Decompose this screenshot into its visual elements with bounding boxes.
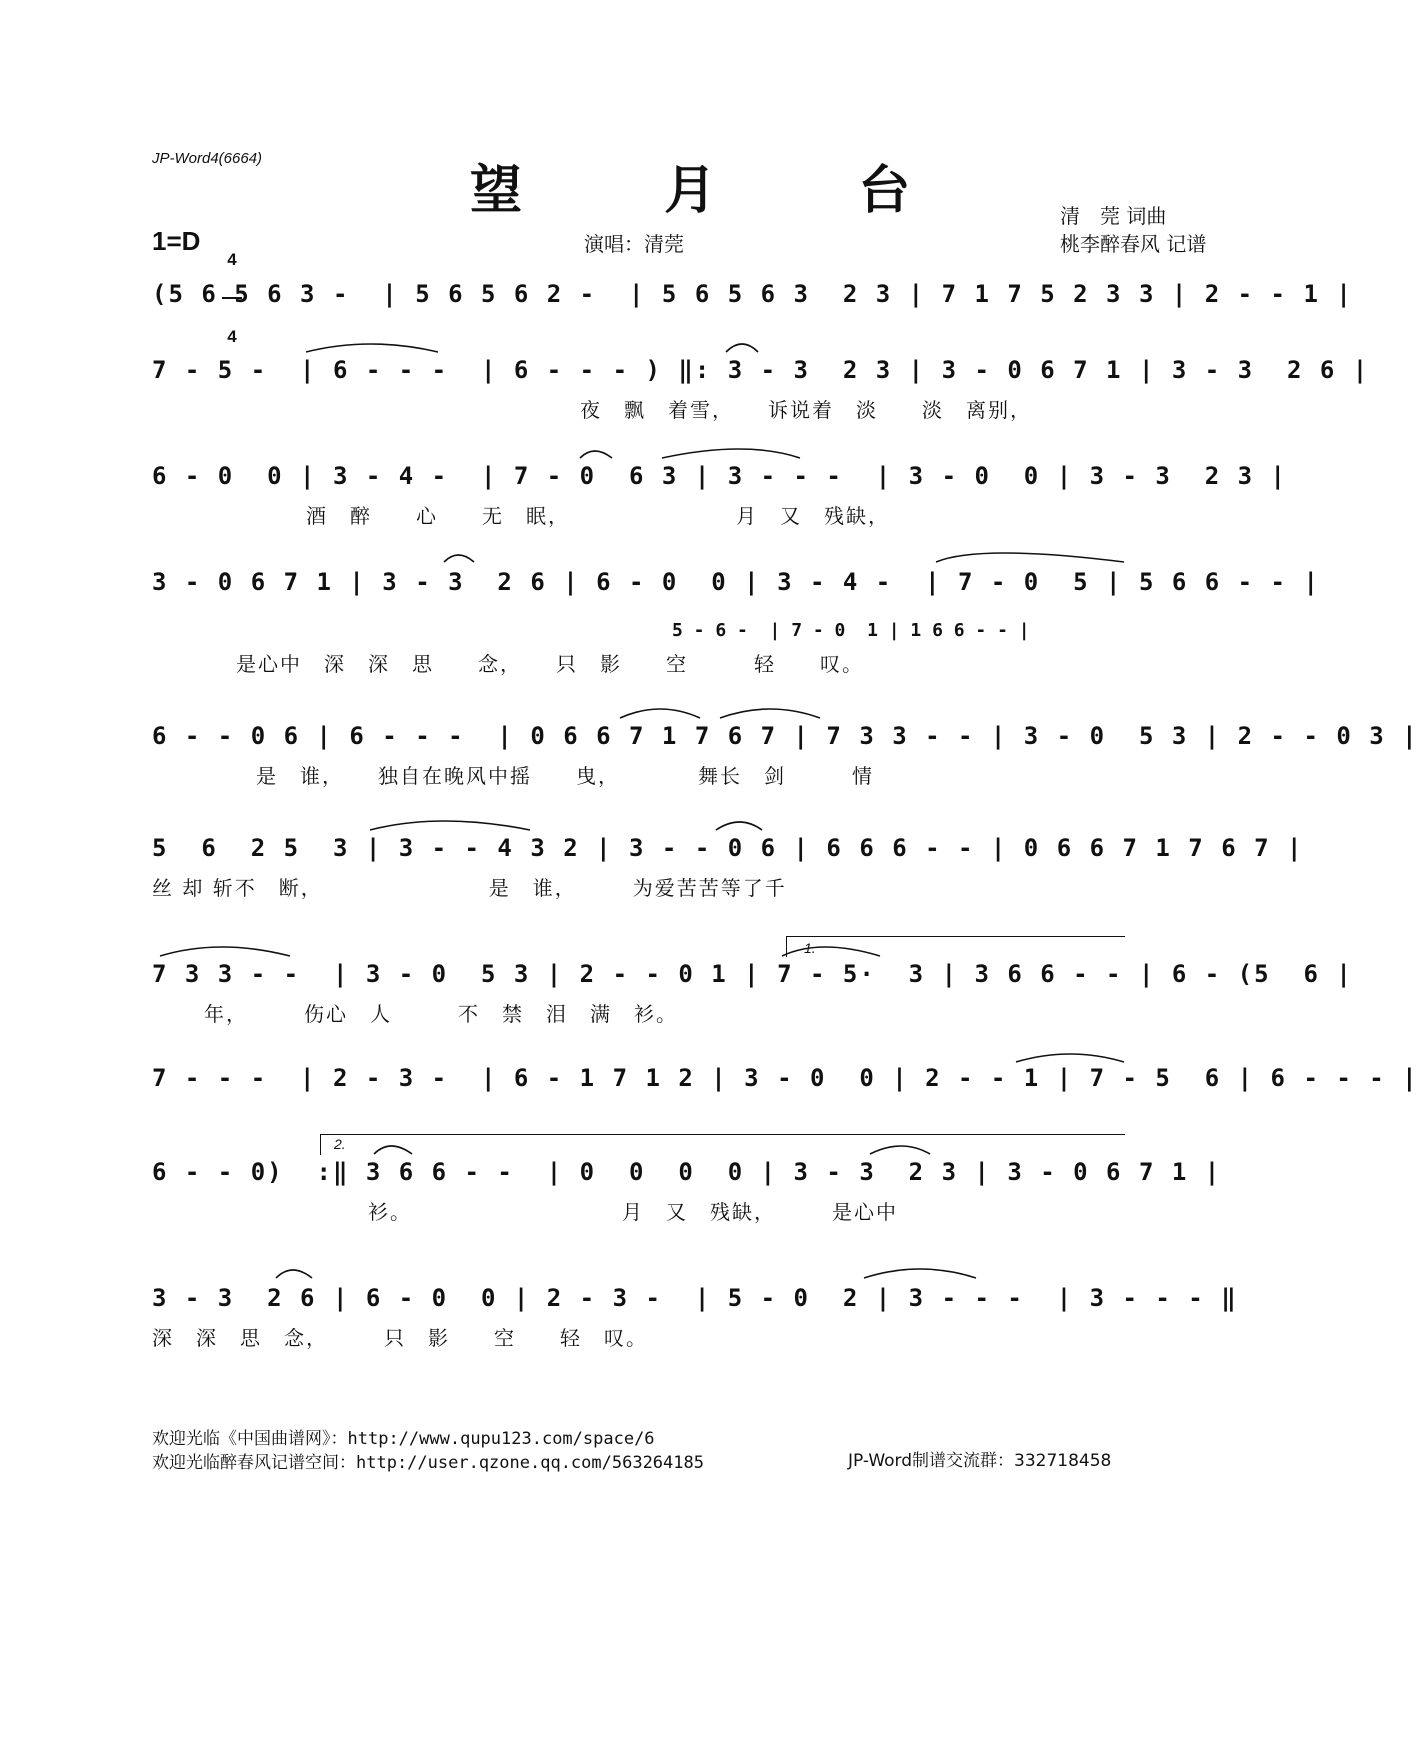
tie-arc bbox=[276, 1270, 312, 1278]
software-label: JP-Word4(6664) bbox=[152, 150, 263, 167]
system-9-notes: 6 - - 0) :‖ 3 6 6 - - | 0 0 0 0 | 3 - 3 2 3 | 3 - 0 6 7 1 | bbox=[152, 1158, 1222, 1186]
tie-arc bbox=[936, 553, 1124, 562]
transcriber-credit: 桃李醉春风 记谱 bbox=[1060, 232, 1207, 256]
tie-arc bbox=[716, 822, 762, 830]
system-5-notes: 6 - - 0 6 | 6 - - - | 0 6 6 7 1 7 6 7 | 7 3 3 - - | 3 - 0 5 3 | 2 - - 0 3 | bbox=[152, 722, 1419, 750]
system-9-lyrics: 衫。 月 又 残缺， 是心中 bbox=[368, 1200, 898, 1224]
tie-arc bbox=[726, 344, 758, 352]
tie-arc bbox=[1016, 1054, 1124, 1062]
system-6-lyrics: 丝 却 斩不 断， 是 谁， 为爱苦苦等了千 bbox=[152, 876, 787, 900]
key-signature: 1=D bbox=[152, 226, 201, 256]
tie-arc bbox=[160, 947, 290, 956]
system-4-notes: 3 - 0 6 7 1 | 3 - 3 2 6 | 6 - 0 0 | 3 - 4 - | 7 - 0 5 | 5 6 6 - - | bbox=[152, 568, 1320, 596]
system-8-notes: 7 - - - | 2 - 3 - | 6 - 1 7 1 2 | 3 - 0 0 | 2 - - 1 | 7 - 5 6 | 6 - - - | bbox=[152, 1064, 1419, 1092]
footer-site-line: 欢迎光临《中国曲谱网》：http://www.qupu123.com/space/6 bbox=[152, 1429, 655, 1449]
footer-group-line: JP-Word制谱交流群：332718458 bbox=[848, 1451, 1112, 1471]
time-signature-bottom: 4 bbox=[227, 327, 237, 346]
tie-arc bbox=[374, 1146, 412, 1154]
system-7-lyrics: 年， 伤心 人 不 禁 泪 满 衫。 bbox=[204, 1002, 678, 1026]
lyricist-composer-credit: 清 莞 词曲 bbox=[1060, 204, 1167, 228]
system-3-lyrics: 酒 醉 心 无 眠， 月 又 残缺， bbox=[306, 504, 890, 528]
tie-arc bbox=[620, 709, 700, 718]
song-title: 望 月 台 bbox=[470, 160, 973, 221]
system-2-lyrics: 夜 飘 着雪， 诉说着 淡 淡 离别， bbox=[580, 398, 1032, 422]
tie-arc bbox=[870, 1146, 930, 1154]
second-ending-label: 2. bbox=[334, 1136, 346, 1152]
system-10-notes: 3 - 3 2 6 | 6 - 0 0 | 2 - 3 - | 5 - 0 2 | 3 - - - | 3 - - - ‖ bbox=[152, 1284, 1238, 1312]
singer-credit: 演唱：清莞 bbox=[584, 232, 684, 256]
system-10-lyrics: 深 深 思 念， 只 影 空 轻 叹。 bbox=[152, 1326, 648, 1350]
system-4-lyrics: 是心中 深 深 思 念， 只 影 空 轻 叹。 bbox=[236, 652, 864, 676]
tie-arc bbox=[662, 449, 800, 458]
tie-arc bbox=[580, 451, 612, 458]
first-ending-label: 1. bbox=[804, 940, 816, 956]
tie-arc bbox=[444, 555, 474, 562]
system-7-notes: 7 3 3 - - | 3 - 0 5 3 | 2 - - 0 1 | 7 - 5· 3 | 3 6 6 - - | 6 - (5 6 | bbox=[152, 960, 1353, 988]
time-signature-top: 4 bbox=[227, 250, 237, 269]
system-1-notes: (5 6 5 6 3 - | 5 6 5 6 2 - | 5 6 5 6 3 2 3 | 7 1 7 5 2 3 3 | 2 - - 1 | bbox=[152, 280, 1353, 308]
tie-arc bbox=[370, 821, 530, 830]
system-5-lyrics: 是 谁， 独自在晚风中摇 曳， 舞长 剑 情 bbox=[256, 764, 874, 788]
tie-arc bbox=[782, 947, 880, 956]
system-3-notes: 6 - 0 0 | 3 - 4 - | 7 - 0 6 3 | 3 - - - | 3 - 0 0 | 3 - 3 2 3 | bbox=[152, 462, 1287, 490]
footer-space-line: 欢迎光临醉春风记谱空间：http://user.qzone.qq.com/563264185 bbox=[152, 1453, 704, 1473]
tie-arc bbox=[306, 344, 438, 352]
system-6-notes: 5 6 2 5 3 | 3 - - 4 3 2 | 3 - - 0 6 | 6 6 6 - - | 0 6 6 7 1 7 6 7 | bbox=[152, 834, 1304, 862]
tie-arc bbox=[864, 1269, 976, 1278]
system-4-harmony: 5 - 6 - | 7 - 0 1 | 1 6 6 - - | bbox=[672, 620, 1030, 641]
tie-arc bbox=[720, 709, 820, 718]
system-2-notes: 7 - 5 - | 6 - - - | 6 - - - ) ‖: 3 - 3 2 3 | 3 - 0 6 7 1 | 3 - 3 2 6 | bbox=[152, 356, 1370, 384]
